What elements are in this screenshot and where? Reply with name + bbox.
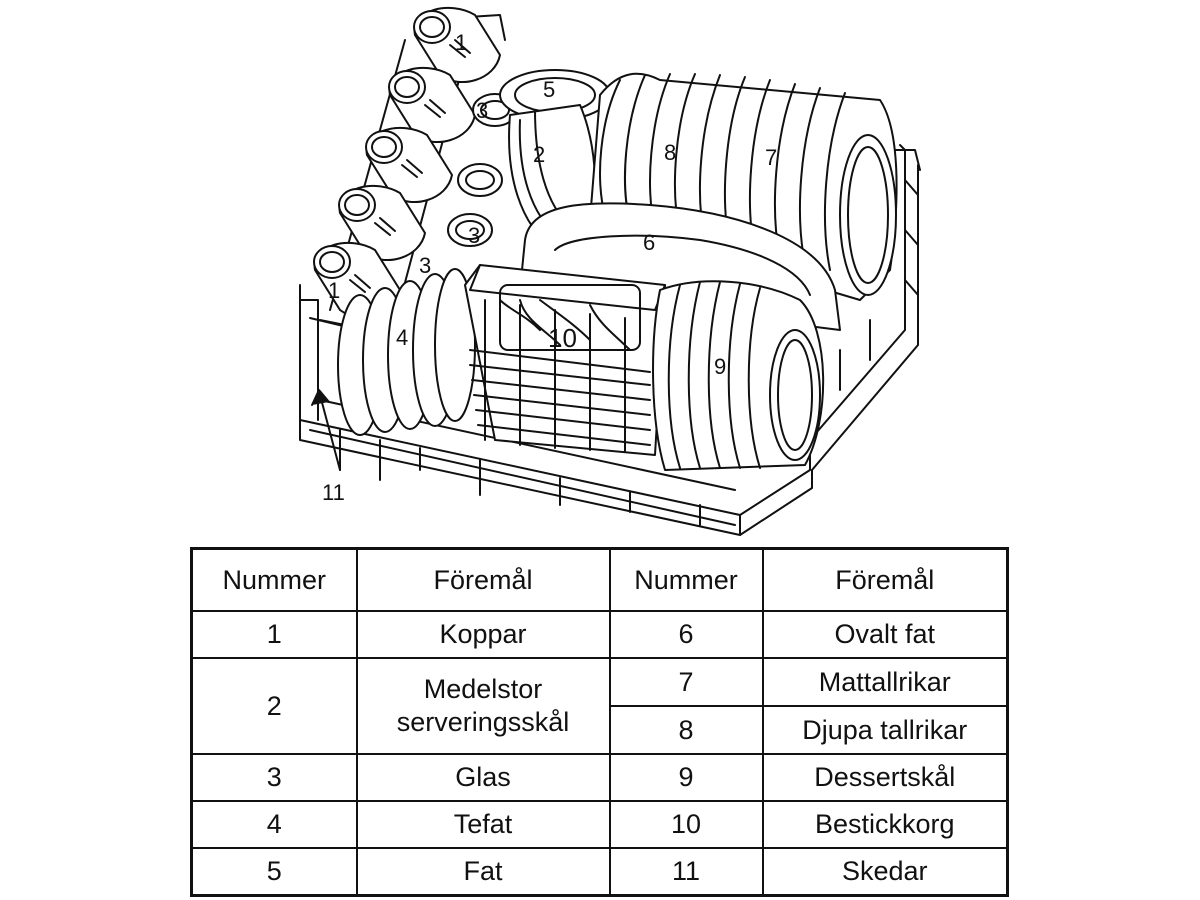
cell-item: Mattallrikar — [763, 658, 1008, 706]
callout-cups-top: 1 — [455, 30, 468, 55]
cell-item: Glas — [357, 754, 610, 801]
callout-deep-plates: 8 — [664, 140, 677, 165]
dessert-bowls — [653, 281, 823, 470]
callout-dinner-plates: 7 — [765, 145, 778, 170]
cell-number: 6 — [610, 611, 763, 658]
table-header-row — [192, 549, 1008, 612]
callout-glasses-c: 3 — [419, 253, 432, 278]
callout-glasses-b: 3 — [468, 223, 481, 248]
header-number-right: Nummer — [610, 549, 763, 612]
cell-number: 11 — [610, 848, 763, 896]
cell-item: Skedar — [763, 848, 1008, 896]
cell-item: Koppar — [357, 611, 610, 658]
cell-number: 1 — [192, 611, 357, 658]
cell-number: 10 — [610, 801, 763, 848]
header-item-right: Föremål — [763, 549, 1008, 612]
table-row — [192, 754, 1008, 801]
cell-item-multiline — [357, 658, 610, 754]
cell-item: Bestickkorg — [763, 801, 1008, 848]
header-number-left: Nummer — [192, 549, 357, 612]
cell-item: Tefat — [357, 801, 610, 848]
callout-cutlery-basket: 10 — [548, 323, 577, 353]
spoons-pointer — [312, 390, 340, 470]
callout-glasses-a: 3 — [476, 98, 489, 123]
callout-dessert-bowls: 9 — [714, 354, 727, 379]
cell-number: 2 — [192, 658, 357, 754]
header-item-left: Föremål — [357, 549, 610, 612]
cell-item-line: Medelstor — [423, 674, 543, 704]
cell-number: 5 — [192, 848, 357, 896]
callout-platter-small: 5 — [543, 77, 556, 102]
callout-oval-platter: 6 — [643, 230, 656, 255]
cell-number: 8 — [610, 706, 763, 754]
callout-spoons: 11 — [322, 480, 345, 505]
cell-item: Djupa tallrikar — [763, 706, 1008, 754]
cups — [314, 8, 500, 317]
cell-number: 3 — [192, 754, 357, 801]
cell-number: 7 — [610, 658, 763, 706]
cell-item: Dessertskål — [763, 754, 1008, 801]
table-row — [192, 848, 1008, 896]
cell-item-line: serveringsskål — [396, 707, 570, 737]
callout-saucers: 4 — [396, 325, 409, 350]
legend-table — [190, 547, 1009, 897]
cell-number: 9 — [610, 754, 763, 801]
callout-cups-bottom: 1 — [328, 278, 341, 303]
cell-number: 4 — [192, 801, 357, 848]
cell-item: Ovalt fat — [763, 611, 1008, 658]
table-row — [192, 801, 1008, 848]
callout-bowl: 2 — [533, 142, 546, 167]
cutlery-basket — [465, 265, 665, 455]
table-row — [192, 611, 1008, 658]
table-row — [192, 658, 1008, 706]
cell-item: Fat — [357, 848, 610, 896]
